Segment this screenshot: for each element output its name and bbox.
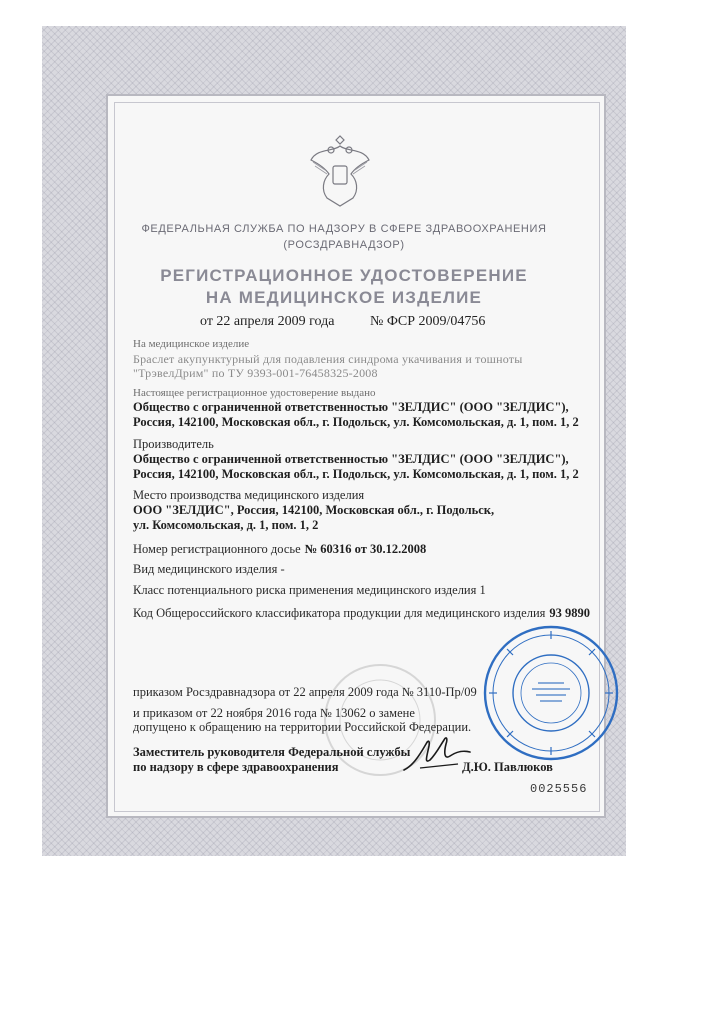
manufacturer-line1: Общество с ограниченной ответственностью "ЗЕЛДИС" (ООО "ЗЕЛДИС"), <box>133 452 569 466</box>
agency-name: ФЕДЕРАЛЬНАЯ СЛУЖБА ПО НАДЗОРУ В СФЕРЕ ЗДРАВООХРАНЕНИЯ <box>141 223 547 235</box>
device-type-label: Вид медицинского изделия - <box>133 562 285 576</box>
agency-abbreviation: (РОСЗДРАВНАДЗОР) <box>283 239 405 251</box>
classifier-row <box>133 604 590 622</box>
order-line2: и приказом от 22 ноября 2016 года № 13062 о замене <box>133 706 415 720</box>
certificate-title: РЕГИСТРАЦИОННОЕ УДОСТОВЕРЕНИЕ <box>160 266 528 285</box>
classifier-code: 93 9890 <box>549 606 591 620</box>
production-site-line1: ООО "ЗЕЛДИС", Россия, 142100, Московская обл., г. Подольск, <box>133 503 495 517</box>
issued-to-line2: Россия, 142100, Московская обл., г. Подольск, ул. Комсомольская, д. 1, пом. 1, 2 <box>133 415 579 429</box>
device-label: На медицинское изделие <box>133 338 250 350</box>
issue-date: от 22 апреля 2009 года <box>200 314 335 329</box>
production-site-line2: ул. Комсомольская, д. 1, пом. 1, 2 <box>133 518 319 532</box>
order-line3: допущено к обращению на территории Российской Федерации. <box>133 720 472 734</box>
dossier-label: Номер регистрационного досье <box>133 542 301 556</box>
risk-class-label: Класс потенциального риска применения медицинского изделия 1 <box>133 583 486 597</box>
signatory-position-line1: Заместитель руководителя Федеральной службы <box>133 745 411 759</box>
issued-to-label: Настоящее регистрационное удостоверение выдано <box>133 387 376 399</box>
certificate-subtitle: НА МЕДИЦИНСКОЕ ИЗДЕЛИЕ <box>205 288 483 307</box>
order-line1: приказом Росздравнадзора от 22 апреля 2009 года № 3110-Пр/09 <box>133 685 477 699</box>
manufacturer-label: Производитель <box>133 437 214 451</box>
manufacturer-line2: Россия, 142100, Московская обл., г. Подольск, ул. Комсомольская, д. 1, пом. 1, 2 <box>133 467 579 481</box>
dossier-row <box>133 540 426 558</box>
signatory-name: Д.Ю. Павлюков <box>462 760 553 774</box>
certificate-number: № ФСР 2009/04756 <box>370 314 486 329</box>
serial-number: 0025556 <box>530 782 588 796</box>
production-site-label: Место производства медицинского изделия <box>133 488 365 502</box>
coat-of-arms-emblem <box>305 134 375 212</box>
handwritten-signature <box>400 730 475 778</box>
issued-to-line1: Общество с ограниченной ответственностью "ЗЕЛДИС" (ООО "ЗЕЛДИС"), <box>133 400 569 414</box>
signatory-position-line2: по надзору в сфере здравоохранения <box>133 760 339 774</box>
device-name-line1: Браслет акупунктурный для подавления синдрома укачивания и тошноты <box>133 352 523 366</box>
official-blue-seal <box>480 622 622 764</box>
device-name-line2: "ТрэвелДрим" по ТУ 9393-001-76458325-2008 <box>133 366 378 380</box>
classifier-label: Код Общероссийского классификатора продукции для медицинского изделия <box>133 606 546 620</box>
dossier-number: № 60316 от 30.12.2008 <box>304 542 427 556</box>
